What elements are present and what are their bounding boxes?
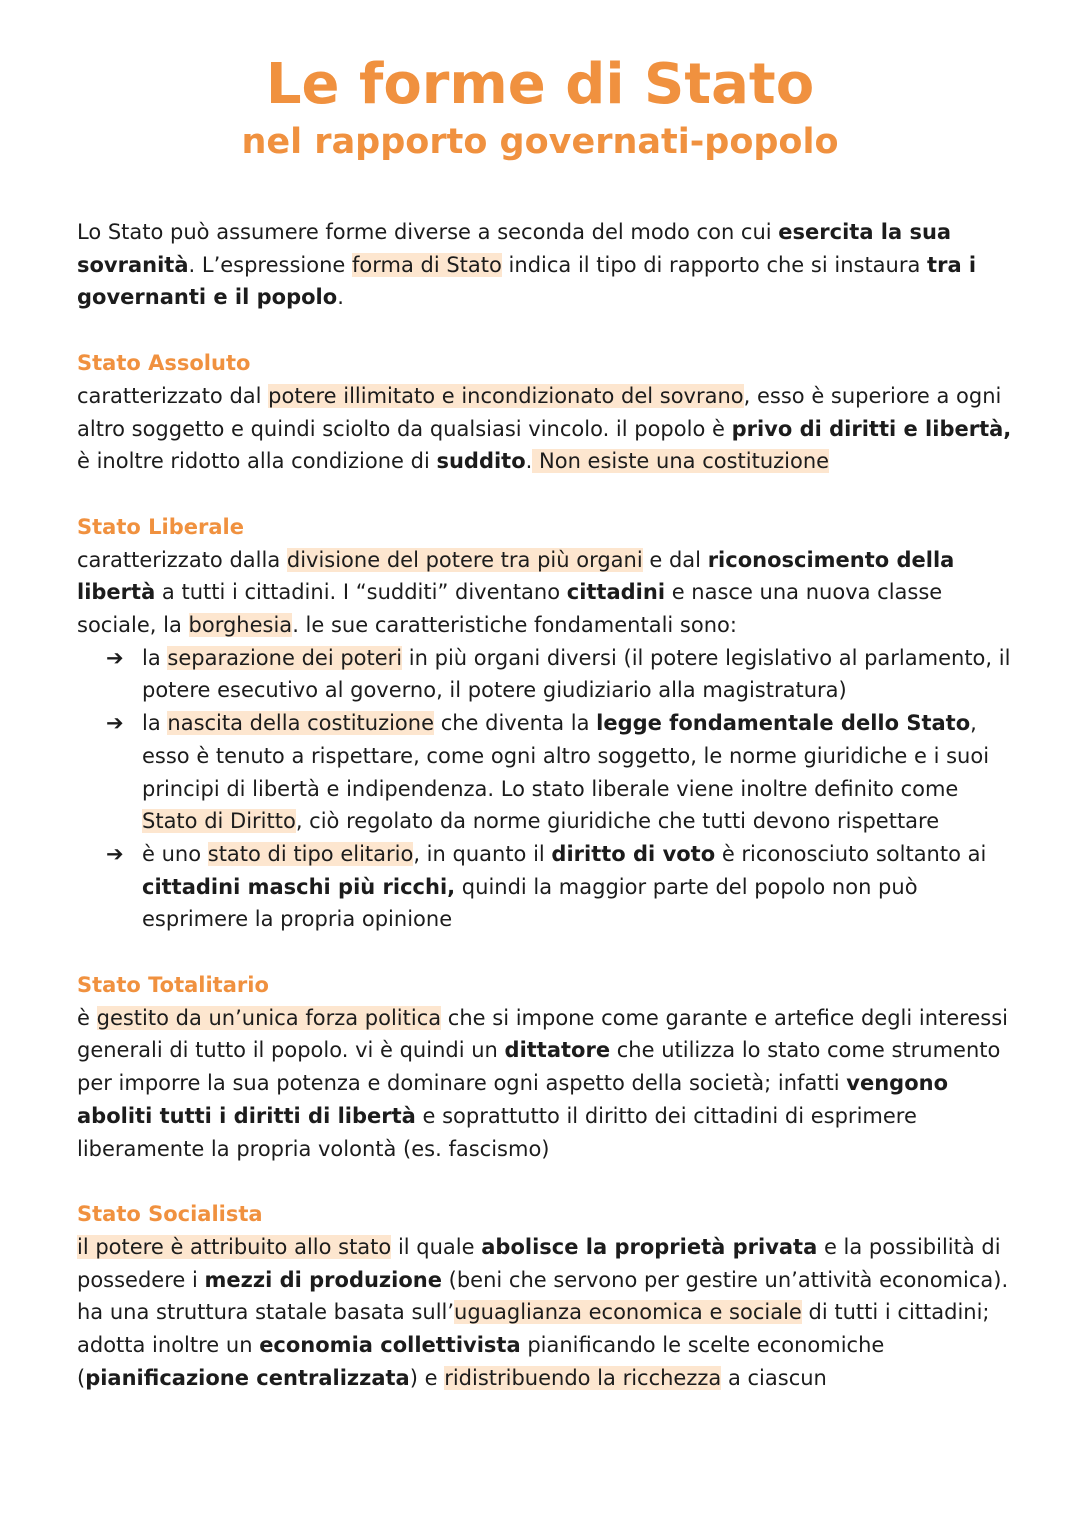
bold-text: privo di diritti e libertà, xyxy=(731,416,1012,441)
text: è xyxy=(77,1005,97,1030)
bold-text: diritto di voto xyxy=(551,841,716,866)
list-item xyxy=(106,838,1012,936)
text: pianificando le scelte economiche ( xyxy=(77,1333,885,1390)
text: che utilizza lo stato come strumento per imporre la sua potenza e dominare ogni aspetto della società; infatti xyxy=(77,1038,1001,1096)
section-stato-totalitario xyxy=(77,969,1012,1165)
text: . L’espressione xyxy=(188,252,352,277)
text: a tutti i cittadini. I “sudditi” diventano xyxy=(155,580,567,605)
section-paragraph xyxy=(77,1002,1012,1166)
highlighted-text: uguaglianza economica e sociale xyxy=(454,1300,802,1325)
section-paragraph xyxy=(77,380,1012,478)
bold-text: suddito xyxy=(436,449,526,474)
section-paragraph xyxy=(77,544,1012,642)
bold-text: economia collettivista xyxy=(259,1333,521,1358)
section-paragraph xyxy=(77,1231,1012,1395)
text: è riconosciuto soltanto ai xyxy=(715,841,987,866)
text: caratterizzato dalla xyxy=(77,547,287,572)
highlighted-text: forma di Stato xyxy=(352,252,502,277)
section-stato-socialista xyxy=(77,1198,1012,1394)
section-heading: Stato Socialista xyxy=(77,1202,263,1227)
bold-text: riconoscimento della libertà xyxy=(77,547,955,605)
text: che diventa la xyxy=(434,711,597,736)
text: , esso è superiore a ogni altro soggetto e quindi sciolto da qualsiasi vincolo. il popolo è xyxy=(77,383,1002,441)
document-body xyxy=(77,216,1012,1428)
bold-text: legge fondamentale dello Stato xyxy=(596,711,971,736)
text: caratterizzato dal xyxy=(77,383,269,408)
highlighted-text: Stato di Diritto xyxy=(142,809,296,834)
page-subtitle: nel rapporto governati-popolo xyxy=(241,122,839,162)
bold-text: cittadini maschi più ricchi, xyxy=(142,874,456,899)
text: di tutti i cittadini; adotta inoltre un xyxy=(77,1300,990,1358)
text: e dal xyxy=(642,547,708,572)
text: , esso è tenuto a rispettare, come ogni altro soggetto, le norme giuridiche e i suoi principi di libertà e indipendenza. Lo stato liberale viene inoltre definito come xyxy=(142,711,990,801)
text: , in quanto il xyxy=(413,841,552,866)
text: è uno xyxy=(142,841,208,866)
text: quindi la maggior parte del popolo non può esprimere la propria opinione xyxy=(142,874,918,932)
text: . xyxy=(525,449,533,474)
highlighted-text: gestito da un’unica forza politica xyxy=(96,1005,442,1030)
bold-text: dittatore xyxy=(504,1038,611,1063)
highlighted-text: il potere è attribuito allo stato xyxy=(77,1234,392,1259)
text: indica il tipo di rapporto che si instaura xyxy=(501,252,928,277)
page-title: Le forme di Stato xyxy=(265,52,815,117)
bold-text: vengono aboliti tutti i diritti di libertà xyxy=(77,1071,949,1128)
highlighted-text: separazione dei poteri xyxy=(167,645,403,670)
section-heading: Stato Liberale xyxy=(77,514,244,539)
bold-text: tra i governanti e il popolo xyxy=(77,252,977,310)
text: (beni che servono per gestire un’attività economica). ha una struttura statale basata sull’ xyxy=(77,1267,1009,1325)
highlighted-text: stato di tipo elitario xyxy=(207,841,414,866)
highlighted-text: potere illimitato e incondizionato del sovrano xyxy=(268,383,744,408)
arrow-right-icon: ➔ xyxy=(106,711,124,736)
arrow-right-icon: ➔ xyxy=(106,841,124,866)
text: Lo Stato può assumere forme diverse a seconda del modo con cui xyxy=(77,220,779,244)
arrow-right-icon: ➔ xyxy=(106,645,124,670)
bold-text: cittadini xyxy=(566,580,666,605)
text: è inoltre ridotto alla condizione di xyxy=(77,449,437,474)
text: il quale xyxy=(391,1234,482,1259)
text: che si impone come garante e artefice degli interessi generali di tutto il popolo. vi è quindi un xyxy=(77,1005,1009,1063)
section-stato-assoluto xyxy=(77,347,1012,478)
text: la xyxy=(142,645,168,670)
bold-text: abolisce la proprietà privata xyxy=(481,1234,818,1259)
text: in più organi diversi (il potere legislativo al parlamento, il potere esecutivo al governo, il potere giudiziario alla magistratura) xyxy=(142,645,1011,703)
highlighted-text: borghesia xyxy=(188,613,293,638)
list-item xyxy=(106,642,1012,707)
text: e la possibilità di possedere i xyxy=(77,1234,1001,1292)
highlighted-text: nascita della costituzione xyxy=(167,711,435,736)
characteristics-list xyxy=(77,642,1012,936)
section-heading: Stato Totalitario xyxy=(77,973,269,998)
text: , ciò regolato da norme giuridiche che tutti devono rispettare xyxy=(295,809,940,834)
text: la xyxy=(142,711,168,736)
bold-text: pianificazione centralizzata xyxy=(85,1365,410,1390)
highlighted-text: ridistribuendo la ricchezza xyxy=(444,1365,722,1390)
text: . xyxy=(337,285,344,310)
text: e nasce una nuova classe sociale, la xyxy=(77,580,943,638)
section-stato-liberale xyxy=(77,511,1012,936)
intro-paragraph xyxy=(77,216,1012,314)
text: ) e xyxy=(409,1365,445,1390)
text: . le sue caratteristiche fondamentali sono: xyxy=(292,613,737,638)
list-item xyxy=(106,707,1012,838)
highlighted-text: Non esiste una costituzione xyxy=(532,449,830,474)
bold-text: esercita la sua sovranità xyxy=(77,220,952,277)
section-heading: Stato Assoluto xyxy=(77,351,251,376)
bold-text: mezzi di produzione xyxy=(204,1267,442,1292)
text: a ciascun xyxy=(721,1365,827,1390)
highlighted-text: divisione del potere tra più organi xyxy=(286,547,643,572)
text: e soprattutto il diritto dei cittadini di esprimere liberamente la propria volontà (es. fascismo) xyxy=(77,1103,917,1161)
